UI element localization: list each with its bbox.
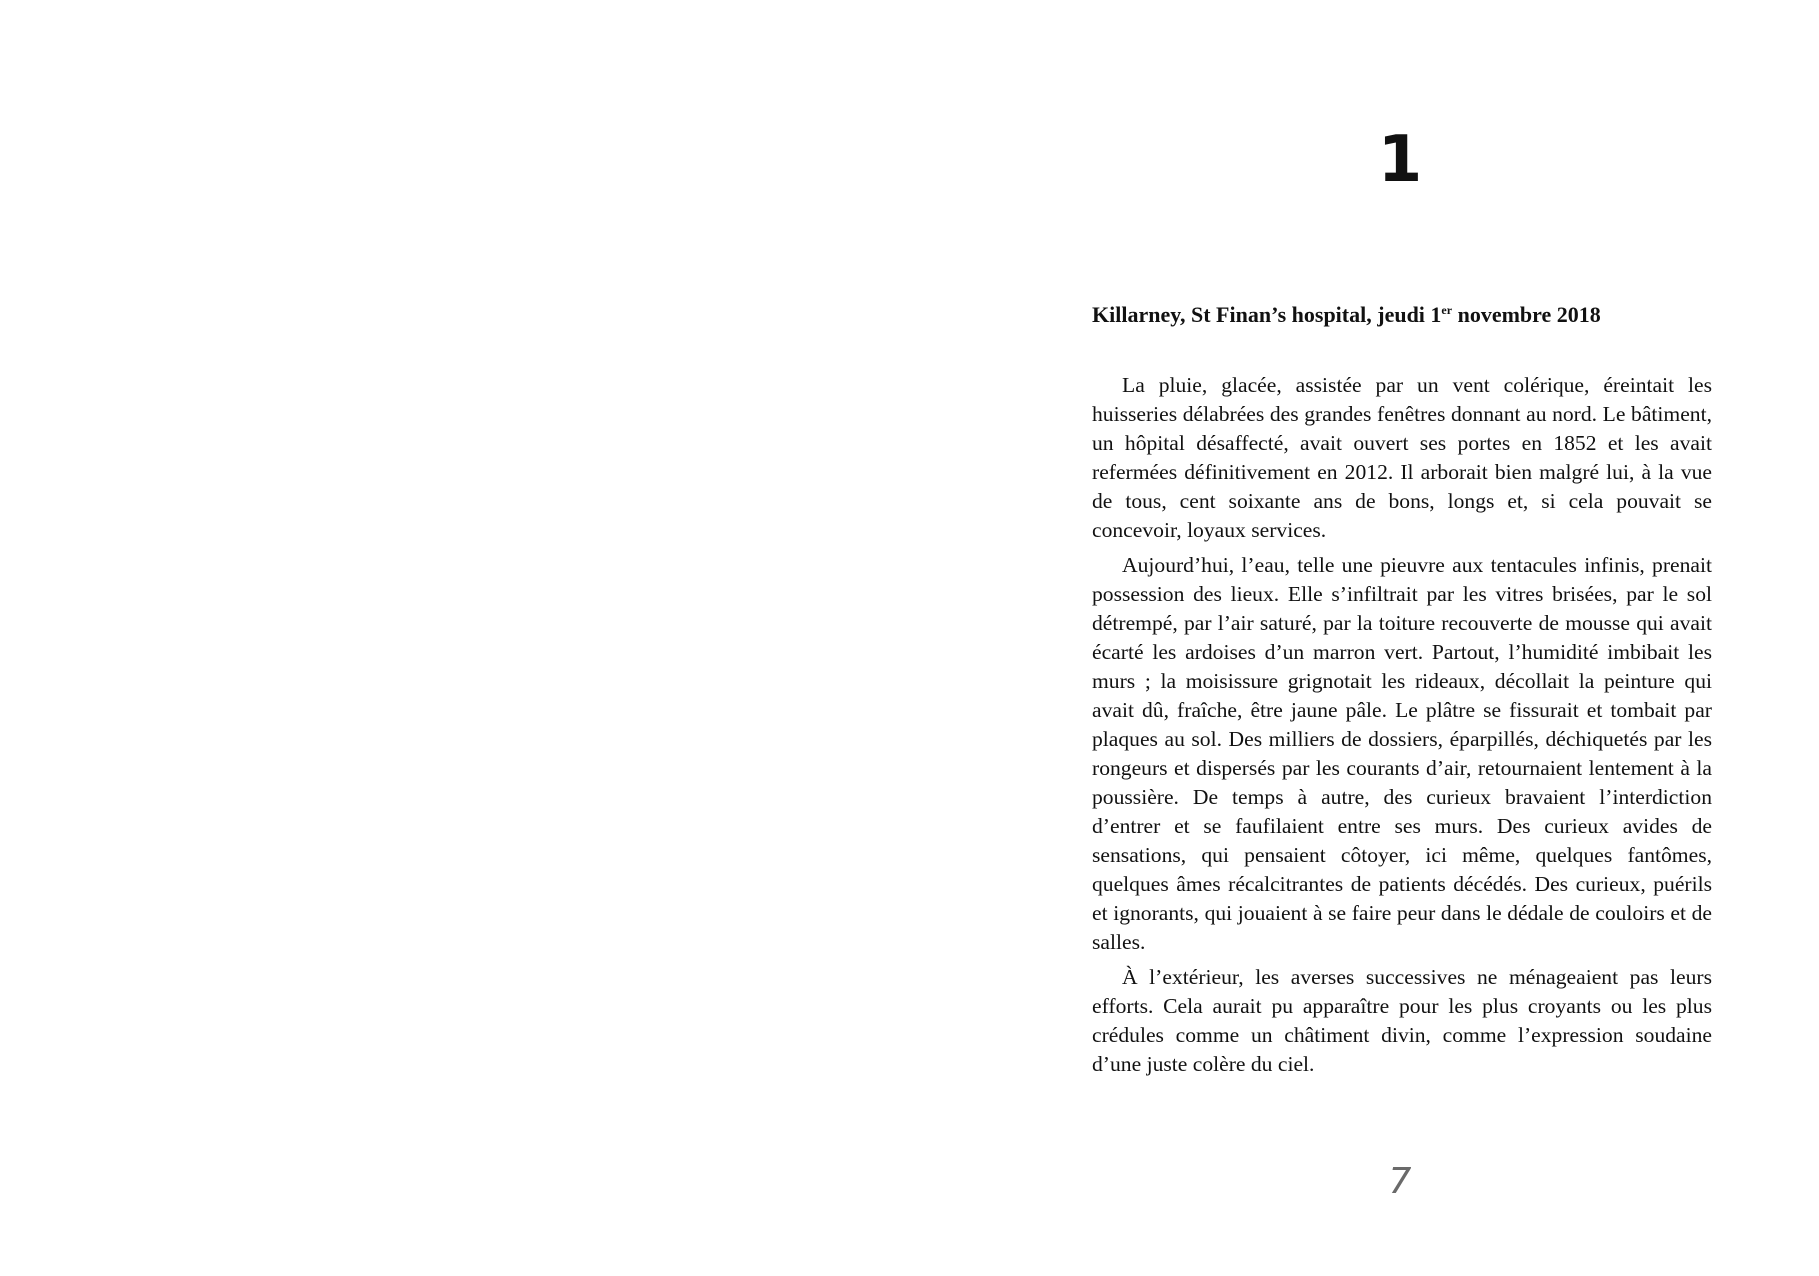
chapter-heading-text: Killarney, St Finan’s hospital, jeudi 1 [1092,302,1442,327]
paragraph: La pluie, glacée, assistée par un vent colérique, éreintait les huisseries délabrées des grandes fenêtres donnant au nord. Le bâtiment, un hôpital désaffecté, avait ouvert ses portes en 1852 et les avait refermées définitivement en 2012. Il arborait bien malgré lui, à la vue de tous, cent soixante ans de bons, longs et, si cela pouvait se concevoir, loyaux services. [1092,373,1712,542]
left-page-blank [0,0,909,1276]
chapter-body [1092,371,1712,1085]
chapter-number: 1 [1377,123,1423,197]
chapter-heading [1092,300,1712,330]
paragraph: À l’extérieur, les averses successives ne ménageaient pas leurs efforts. Cela aurait pu apparaître pour les plus croyants ou les plus crédules comme un châtiment divin, comme l’expression soudaine d’une juste colère du ciel. [1092,965,1712,1076]
page-number: 7 [1388,1161,1412,1202]
chapter-heading-ordinal: er [1441,303,1453,317]
chapter-heading-date: novembre 2018 [1452,302,1601,327]
paragraph: Aujourd’hui, l’eau, telle une pieuvre aux tentacules infinis, prenait possession des lieux. Elle s’infiltrait par les vitres brisées, par le sol détrempé, par l’air saturé, par la toiture recouverte de mousse qui avait écarté les ardoises d’un marron vert. Partout, l’humidité imbibait les murs ; la moisissure grignotait les rideaux, décollait la peinture qui avait dû, fraîche, être jaune pâle. Le plâtre se fissurait et tombait par plaques au sol. Des milliers de dossiers, éparpillés, déchiquetés par les rongeurs et dispersés par les courants d’air, retournaient lentement à la poussière. De temps à autre, des curieux bravaient l’interdiction d’entrer et se faufilaient entre ses murs. Des curieux avides de sensations, qui pensaient côtoyer, ici même, quelques fantômes, quelques âmes récalcitrantes de patients décédés. Des curieux, puérils et ignorants, qui jouaient à se faire peur dans le dédale de couloirs et de salles. [1092,553,1712,954]
